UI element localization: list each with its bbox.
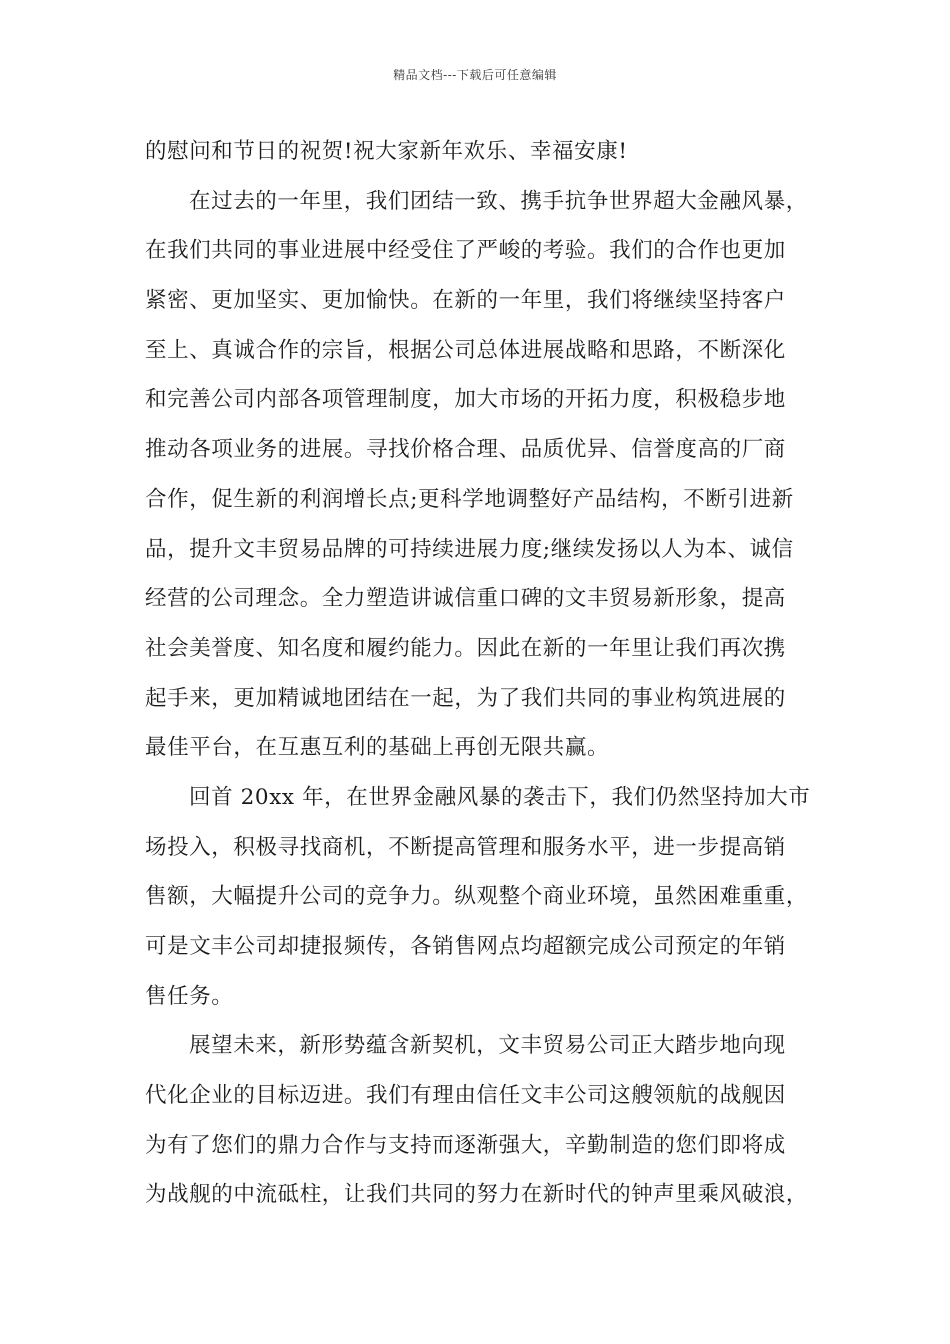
page-header: 精品文档---下载后可任意编辑	[393, 68, 557, 82]
text-line: 代化企业的目标迈进。我们有理由信任文丰公司这艘领航的战舰因	[145, 1083, 786, 1109]
text-line: 紧密、更加坚实、更加愉快。在新的一年里，我们将继续坚持客户	[145, 288, 786, 314]
text-line: 可是文丰公司却捷报频传，各销售网点均超额完成公司预定的年销	[145, 934, 786, 959]
document-body	[145, 127, 825, 1220]
paragraph-first-line: 回首 20xx 年，在世界金融风暴的袭击下，我们仍然坚持加大市	[189, 784, 811, 810]
text-line: 售额，大幅提升公司的竞争力。纵观整个商业环境，虽然困难重重，	[145, 884, 809, 910]
paragraph-first-line: 展望未来，新形势蕴含新契机，文丰贸易公司正大踏步地向现	[189, 1033, 786, 1059]
text-line: 为有了您们的鼎力合作与支持而逐渐强大，辛勤制造的您们即将成	[145, 1132, 786, 1158]
paragraph-first-line: 在过去的一年里，我们团结一致、携手抗争世界超大金融风暴，	[189, 188, 808, 214]
text-line: 推动各项业务的进展。寻找价格合理、品质优异、信誉度高的厂商	[145, 437, 786, 463]
text-line: 在我们共同的事业进展中经受住了严峻的考验。我们的合作也更加	[145, 238, 786, 264]
text-line: 为战舰的中流砥柱，让我们共同的努力在新时代的钟声里乘风破浪，	[145, 1182, 809, 1208]
text-line: 至上、真诚合作的宗旨，根据公司总体进展战略和思路，不断深化	[145, 337, 786, 363]
text-line: 最佳平台，在互惠互利的基础上再创无限共赢。	[145, 735, 610, 761]
text-line: 起手来，更加精诚地团结在一起，为了我们共同的事业构筑进展的	[145, 685, 786, 711]
text-line: 和完善公司内部各项管理制度，加大市场的开拓力度，积极稳步地	[145, 387, 786, 413]
text-line: 品，提升文丰贸易品牌的可持续进展力度;继续发扬以人为本、诚信	[145, 536, 794, 562]
text-line: 的慰问和节日的祝贺!祝大家新年欢乐、幸福安康!	[145, 139, 628, 164]
text-line: 场投入，积极寻找商机，不断提高管理和服务水平，进一步提高销	[145, 834, 786, 860]
text-line: 经营的公司理念。全力塑造讲诚信重口碑的文丰贸易新形象，提高	[145, 586, 786, 612]
text-line: 社会美誉度、知名度和履约能力。因此在新的一年里让我们再次携	[145, 635, 786, 661]
text-line: 合作，促生新的利润增长点;更科学地调整好产品结构，不断引进新	[145, 486, 794, 512]
text-line: 售任务。	[145, 983, 234, 1009]
